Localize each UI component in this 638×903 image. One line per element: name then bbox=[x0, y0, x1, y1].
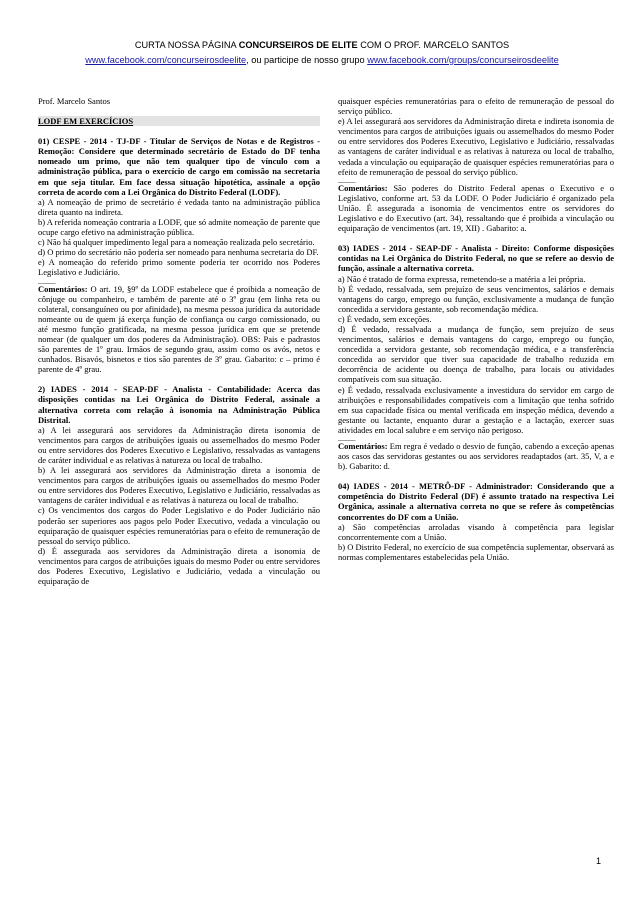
paragraph-spacer bbox=[38, 106, 320, 116]
text-paragraph: a) A nomeação de primo de secretário é vedada tanto na administração pública direta quanto na indireta. bbox=[38, 196, 320, 217]
facebook-group-link[interactable]: www.facebook.com/groups/concurseirosdeelite bbox=[367, 55, 559, 65]
question-statement: 03) IADES - 2014 - SEAP-DF - Analista - Direito: Conforme disposições contidas na Lei Orgânica do Distrito Federal, no que se refere ao desvio de função, assinale a alternativa correta. bbox=[338, 243, 614, 274]
paragraph-spacer bbox=[38, 126, 320, 136]
header-prefix: CURTA NOSSA PÁGINA bbox=[134, 40, 239, 50]
text-paragraph: Prof. Marcelo Santos bbox=[38, 96, 111, 106]
text-paragraph: c) É vedado, sem exceções. bbox=[338, 313, 432, 324]
text-paragraph: b) É vedado, ressalvada, sem prejuízo de seus vencimentos, salários e demais vantagens do cargo, emprego ou função, exclusivamente a mudança de função concedida a servidora gestante, sob recomendação médica. bbox=[338, 283, 614, 314]
right-column bbox=[338, 96, 614, 562]
text-paragraph: e) A lei assegurará aos servidores da Administração direta e indireta isonomia de vencimentos para cargos de atribuições iguais ou assemelhados do mesmo Poder ou entre servidores dos Poderes Executivo, Legislativo e Judiciário, ressalvadas as vantagens de caráter individual e as relativas à natureza ou local de trabalho, vedada a vinculação ou equiparação de quaisquer espécies remuneratórias para o efeito de remuneração de pessoal do serviço público. bbox=[338, 116, 614, 177]
text-paragraph: c) Não há qualquer impedimento legal para a nomeação realizada pelo secretário. bbox=[38, 237, 315, 248]
text-paragraph: a) A lei assegurará aos servidores da Administração direta isonomia de vencimentos para cargos de atribuições iguais ou assemelhados do mesmo Poder ou entre servidores dos Poderes Executivo e Legislativo, ressalvadas as vantagens de caráter individual e as relativas à natureza ou local de trabalho. bbox=[38, 424, 320, 465]
separator-line: _____ bbox=[338, 434, 356, 442]
paragraph-spacer bbox=[338, 233, 614, 243]
question-statement: 01) CESPE - 2014 - TJ-DF - Titular de Serviços de Notas e de Registros - Remoção: Considere que determinado secretário de Estado do DF tenha nomeado um primo, que não tem qualquer tipo de vínculo com a administração pública, para o exercício de cargo em comissão na secretaria em que seja titular. Em face dessa situação hipotética, assinale a opção correta de acordo com a Lei Orgânica do Distrito Federal (LODF). bbox=[38, 136, 320, 197]
text-paragraph: d) O primo do secretário não poderia ser nomeado para nenhuma secretaria do DF. bbox=[38, 247, 319, 258]
text-paragraph: a) Não é tratado de forma expressa, remetendo-se a matéria a lei própria. bbox=[338, 273, 586, 284]
commentary-label: Comentários: bbox=[38, 283, 88, 294]
commentary-label: Comentários: bbox=[338, 441, 388, 451]
commentary-paragraph: Comentários: Em regra é vedado o desvio de função, cabendo a exceção apenas aos casos das servidoras gestantes ou aos servidores readaptados (art. 35, V, a e b). Gabarito: d. bbox=[338, 441, 614, 472]
facebook-page-link[interactable]: www.facebook.com/concurseirosdeelite bbox=[85, 55, 247, 65]
paragraph-spacer bbox=[38, 374, 320, 384]
text-paragraph: quaisquer espécies remuneratórias para o efeito de remuneração de pessoal do serviço público. bbox=[338, 96, 614, 117]
page-header bbox=[38, 38, 606, 68]
text-paragraph: d) É vedado, ressalvada a mudança de função, sem prejuízo de seus vencimentos, salários e demais vantagens do cargo, emprego ou função, concedida a servidora gestante, sob recomendação médica, e a transferência concedida ao servidor que tiver sua capacidade de trabalho reduzida em decorrência de acidente ou doença de trabalho, para locais ou atividades compatíveis com sua situação. bbox=[338, 323, 614, 385]
paragraph-spacer bbox=[338, 471, 614, 481]
section-heading: LODF EM EXERCÍCIOS bbox=[38, 116, 320, 126]
header-brand: CONCURSEIROS DE ELITE bbox=[238, 40, 358, 50]
separator-line: _____ bbox=[338, 175, 356, 184]
text-paragraph: b) A lei assegurará aos servidores da Administração direta a isonomia de vencimentos para cargos de atribuições iguais ou assemelhados do mesmo Poder ou entre servidores dos Poderes Executivo, Legislativo e Judiciário, ressalvadas as vantagens de caráter individual e as relativas à natureza ou local de trabalho. bbox=[38, 465, 320, 506]
left-column bbox=[38, 96, 320, 586]
header-suffix: COM O PROF. MARCELO SANTOS bbox=[357, 40, 510, 50]
commentary-paragraph: Comentários: São poderes do Distrito Federal apenas o Executivo e o Legislativo, conforme art. 53 da LODF. O Poder Judiciário é organizado pela União. É assegurada a isonomia de vencimentos entre os servidores do Legislativo e do Executivo (art. 34), ressaltando que é proibida a vinculação ou equiparação de vencimentos (art. 19, XII) . Gabarito: a. bbox=[338, 182, 614, 234]
text-paragraph: d) É assegurada aos servidores da Administração direta a isonomia de vencimentos para cargos de atribuições iguais do mesmo Poder ou entre servidores dos Poderes Executivo, Legislativo e Judiciário, vedada a vinculação ou equiparação de bbox=[38, 545, 320, 587]
text-paragraph: b) A referida nomeação contraria a LODF, que só admite nomeação de parente que ocupe cargo efetivo na administração pública. bbox=[38, 216, 320, 238]
text-paragraph: e) É vedado, ressalvada exclusivamente a investidura do servidor em cargo de atribuições e responsabilidades compatíveis com a limitação que tenha sofrido em sua capacidade física ou mental verificada em inspeção médica, devendo a gestante ou lactante, enquanto durar a gestação e a lactação, exercer suas atividades em local salubre e em serviço não perigoso. bbox=[338, 384, 614, 435]
commentary-paragraph: Comentários: O art. 19, §9º da LODF estabelece que é proibida a nomeação de cônjuge ou companheiro, e também de parente até o 3º grau (em linha reta ou colateral, consanguíneo ou por afinidade), na mesma pessoa jurídica da autoridade nomeante ou de quem já exerça função de confiança ou cargo comissionado, ou até mesmo função gratificada, na mesma pessoa jurídica em que se pretende nomear (de qualquer um dos poderes da Administração). OBS: Pais e padrastos são parentes de 1º grau. Irmãos de segundo grau, assim como os avós, netos e cunhados. Bisavós, bisnetos e tios são parentes de 3º grau. Gabarito: c – primo é parente de 4º grau. bbox=[38, 283, 320, 375]
header-middle-text: , ou participe de nosso grupo bbox=[246, 55, 368, 65]
header-line-1 bbox=[38, 38, 606, 53]
text-paragraph: e) A nomeação do referido primo somente poderia ter ocorrido nos Poderes Legislativo e Judiciário. bbox=[38, 257, 320, 278]
page-number: 1 bbox=[596, 856, 602, 866]
commentary-label: Comentários: bbox=[338, 182, 388, 193]
question-statement: 2) IADES - 2014 - SEAP-DF - Analista - Contabilidade: Acerca das disposições contidas na Lei Orgânica do Distrito Federal, assinale a alternativa correta com relação à isonomia na Administração Pública Distrital. bbox=[38, 384, 320, 425]
text-paragraph: c) Os vencimentos dos cargos do Poder Legislativo e do Poder Judiciário não poderão ser superiores aos pagos pelo Poder Executivo, vedada a vinculação ou equiparação de quaisquer espécies remuneratórias para o efeito de remuneração de pessoal do serviço público. bbox=[38, 505, 320, 546]
question-statement: 04) IADES - 2014 - METRÔ-DF - Administrador: Considerando que a competência do Distrito Federal (DF) é assunto tratado na respectiva Lei Orgânica, assinale a alternativa correta no que se refere às competências concorrentes do DF com a União. bbox=[338, 481, 614, 522]
header-line-2 bbox=[38, 53, 606, 68]
text-paragraph: a) São competências arroladas visando à competência para legislar concorrentemente com a União. bbox=[338, 521, 614, 542]
separator-line: _____ bbox=[38, 276, 56, 285]
text-paragraph: b) O Distrito Federal, no exercício de sua competência suplementar, observará as normas complementares estabelecidas pela União. bbox=[338, 541, 614, 562]
